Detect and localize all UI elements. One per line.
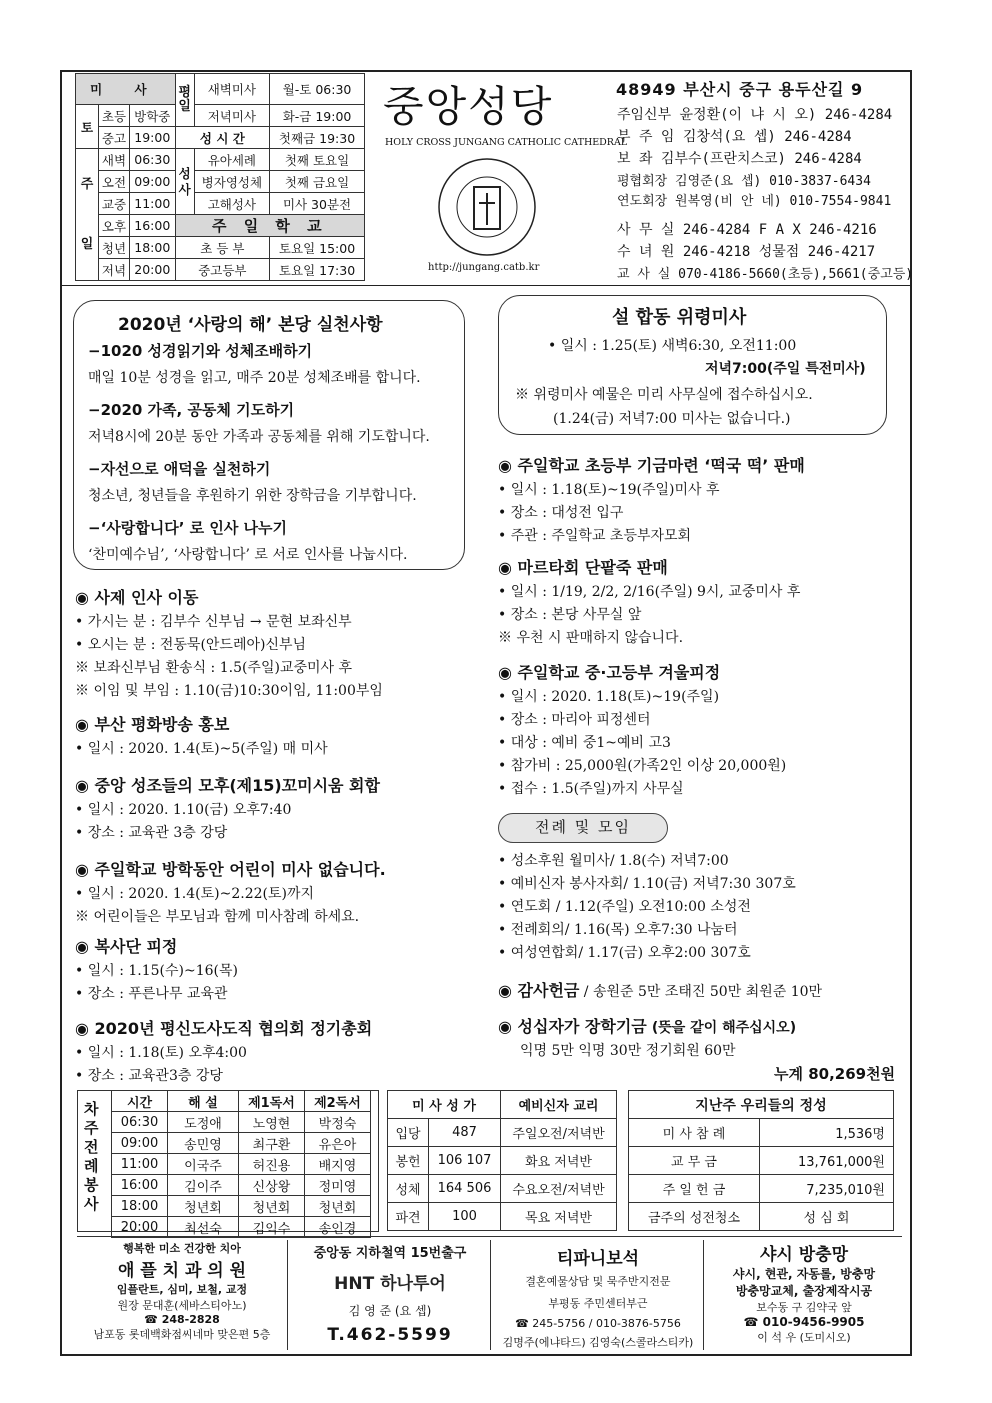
ad-name: 샤시 방충망	[759, 1245, 849, 1265]
service-cell: 김익수	[239, 1217, 305, 1238]
hymn-number: 106 107	[429, 1147, 501, 1175]
service-table	[111, 1090, 371, 1238]
notice-line: • 대상 : 예비 중1~예비 고3	[498, 735, 671, 751]
notice-line: • 일시 : 2020. 1.18(토)~19(주일)	[498, 689, 720, 705]
notice-title: ◉ 주일학교 초등부 기금마련 ‘떡국 떡’ 판매	[498, 456, 805, 475]
sacrament-time: 첫째 금요일	[270, 171, 365, 193]
sun-mass-time: 06:30	[129, 149, 175, 171]
clergy-line: 보 좌 김부수(프란치스코) 246-4284	[617, 151, 862, 167]
ad-window	[706, 1240, 902, 1350]
service-cell: 김이주	[168, 1175, 239, 1196]
love-item-heading: −자선으로 애덕을 실천하기	[88, 460, 271, 478]
lunar-line: 저녁7:00(주일 특전미사)	[705, 361, 866, 377]
weekday-mass-name: 새벽미사	[194, 74, 269, 105]
sun-mass-name: 새벽	[99, 149, 130, 171]
notice-section	[498, 555, 800, 647]
service-cell: 유은아	[305, 1133, 371, 1154]
offering-value: 성 심 회	[760, 1203, 894, 1231]
church-address: 48949 부산시 중구 용두산길 9	[616, 80, 864, 99]
church-subtitle: HOLY CROSS JUNGANG CATHOLIC CATHEDRAL	[385, 137, 628, 148]
lunar-memorial-title: 설 합동 위령미사	[612, 307, 747, 328]
sun-mass-name: 청년	[99, 237, 130, 259]
scholarship-total: 누계 80,269천원	[774, 1065, 896, 1083]
service-cell: 청년회	[239, 1196, 305, 1217]
offering-value: 7,235,010원	[760, 1175, 894, 1203]
scholarship-fund	[498, 1014, 796, 1037]
sat-mass-name: 초등	[99, 105, 130, 127]
notice-line: • 일시 : 1.15(수)~16(목)	[75, 963, 238, 979]
sunday-label: 주일	[76, 149, 99, 281]
notice-title: ◉ 주일학교 방학동안 어린이 미사 없습니다.	[75, 860, 386, 879]
sacrament-name: 유아세례	[194, 149, 269, 171]
school-dept: 초 등 부	[175, 237, 269, 259]
sat-mass-name: 중고	[99, 127, 130, 149]
hymn-header: 미 사 성 가	[388, 1091, 501, 1119]
notice-line: • 장소 : 본당 사무실 앞	[498, 607, 642, 623]
school-time: 토요일 15:00	[270, 237, 365, 259]
notice-line: • 장소 : 마리아 피정센터	[498, 712, 651, 728]
ad-line: 행복한 미소 건강한 치아	[123, 1242, 241, 1255]
ad-line: 부평동 주민센터부근	[548, 1297, 648, 1310]
love-item-text: 매일 10분 성경을 읽고, 매주 20분 성체조배를 합니다.	[88, 370, 421, 386]
sacrament-name: 고해성사	[194, 193, 269, 215]
notice-section	[75, 857, 386, 926]
love-year-items	[88, 340, 430, 564]
scholarship-title: ◉ 성십자가 장학기금	[498, 1017, 647, 1036]
service-cell: 최구환	[239, 1133, 305, 1154]
liturgy-line: • 연도회 / 1.12(주일) 오전10:00 소성전	[498, 899, 751, 915]
notice-title: ◉ 복사단 피정	[75, 937, 178, 956]
notice-title: ◉ 마르타회 단팥죽 판매	[498, 558, 668, 577]
lunar-line: (1.24(금) 저녁7:00 미사는 없습니다.)	[553, 411, 791, 427]
mass-title: 미 사	[76, 74, 176, 105]
weekday-label: 평일	[175, 74, 194, 127]
ad-line: 김명주(에냐타드) 김영숙(스콜라스티카)	[502, 1336, 694, 1349]
ad-line: 샤시, 현관, 자동롤, 방충망	[732, 1267, 876, 1281]
service-label: 차주전례봉사	[84, 1100, 99, 1213]
hymn-catechism-table	[387, 1090, 617, 1231]
ad-travel	[290, 1240, 491, 1350]
love-item-text: ‘찬미예수님’, ‘사랑합니다’ 로 서로 인사를 나눕시다.	[88, 547, 408, 563]
love-item-heading: −2020 가족, 공동체 기도하기	[88, 401, 295, 419]
liturgy-title: 전례 및 모임	[498, 813, 668, 843]
notice-line: • 일시 : 2020. 1.4(토)~5(주일) 매 미사	[75, 741, 328, 757]
notice-line: ※ 보좌신부님 환송식 : 1.5(주일)교중미사 후	[75, 660, 353, 676]
ad-dental	[77, 1240, 288, 1350]
service-header: 제2독서	[305, 1091, 371, 1112]
notice-line: • 일시 : 1.18(토) 오후4:00	[75, 1045, 247, 1061]
ad-name: 애 플 치 과 의 원	[117, 1261, 247, 1281]
love-item-heading: −‘사랑합니다’ 로 인사 나누기	[88, 519, 288, 537]
liturgy-line: • 전례회의/ 1.16(목) 오후7:30 나눔터	[498, 922, 738, 938]
service-cell: 청년회	[168, 1196, 239, 1217]
office-line: 수 녀 원 246-4218 성물점 246-4217	[617, 244, 876, 260]
notice-section	[75, 585, 383, 700]
catechism-class: 화요 저녁반	[501, 1147, 617, 1175]
notice-line: • 접수 : 1.5(주일)까지 사무실	[498, 781, 684, 797]
church-url: http://jungang.catb.kr	[428, 262, 540, 273]
sacrament-name: 병자영성체	[194, 171, 269, 193]
catechism-class: 목요 저녁반	[501, 1203, 617, 1231]
sun-mass-name: 저녁	[99, 259, 130, 281]
notice-title: ◉ 부산 평화방송 홍보	[75, 715, 230, 734]
office-line: 사 무 실 246-4284 F A X 246-4216	[617, 222, 877, 238]
notice-line: • 오시는 분 : 전동묵(안드레아)신부님	[75, 637, 307, 653]
school-dept: 중고등부	[175, 259, 269, 281]
offering-value: 1,536명	[760, 1119, 894, 1147]
service-cell: 이국주	[168, 1154, 239, 1175]
service-cell: 허진용	[239, 1154, 305, 1175]
notice-line: • 일시 : 1/19, 2/2, 2/16(주일) 9시, 교중미사 후	[498, 584, 801, 600]
church-title: 중앙성당	[383, 82, 554, 131]
ad-name: 티파니보석	[556, 1249, 640, 1269]
ad-line: ☎ 245-5756 / 010-3876-5756	[515, 1317, 681, 1330]
sun-mass-time: 18:00	[129, 237, 175, 259]
thanks-title: ◉ 감사헌금	[498, 981, 580, 1000]
hymn-part: 입당	[388, 1119, 429, 1147]
ad-phone: T.462-5599	[327, 1325, 453, 1345]
notice-section	[498, 453, 805, 545]
hymn-number: 164 506	[429, 1175, 501, 1203]
ad-line: ☎ 248-2828	[144, 1313, 220, 1326]
school-time: 토요일 17:30	[270, 259, 365, 281]
service-cell: 18:00	[112, 1196, 168, 1217]
offering-table	[628, 1090, 894, 1231]
sun-mass-time: 20:00	[129, 259, 175, 281]
clergy-line: 부 주 임 김창석(요 셉) 246-4284	[617, 129, 852, 145]
hymn-part: 성체	[388, 1175, 429, 1203]
weekday-mass-time: 월-토 06:30	[270, 74, 365, 105]
offering-value: 13,761,000원	[760, 1147, 894, 1175]
notice-line: • 참가비 : 25,000원(가족2인 이상 20,000원)	[498, 758, 787, 774]
service-cell: 송민영	[168, 1133, 239, 1154]
lunar-line: • 일시 : 1.25(토) 새벽6:30, 오전11:00	[548, 338, 797, 354]
love-year-title: 2020년 ‘사랑의 해’ 본당 실천사항	[118, 315, 383, 335]
sunday-school-title: 주 일 학 교	[175, 215, 364, 237]
ad-line: 이 석 우 (도미시오)	[757, 1331, 851, 1344]
sun-mass-time: 16:00	[129, 215, 175, 237]
weekday-mass-name: 저녁미사	[194, 105, 269, 127]
notice-line: • 장소 : 교육관 3층 강당	[75, 825, 228, 841]
ad-line: 방충망교체, 출장제작시공	[735, 1284, 873, 1298]
love-item-text: 저녁8시에 20분 동안 가족과 공동체를 위해 기도합니다.	[88, 429, 430, 445]
service-cell: 배지영	[305, 1154, 371, 1175]
service-cell: 09:00	[112, 1133, 168, 1154]
liturgy-line: • 여성연합회/ 1.17(금) 오후2:00 307호	[498, 945, 751, 961]
notice-line: • 일시 : 2020. 1.4(토)~2.22(토)까지	[75, 886, 315, 902]
service-cell: 06:30	[112, 1112, 168, 1133]
notice-title: ◉ 2020년 평신도사도직 협의회 정기총회	[75, 1019, 373, 1038]
service-cell: 16:00	[112, 1175, 168, 1196]
ad-line: 중앙동 지하철역 15번출구	[313, 1246, 467, 1261]
notice-line: • 일시 : 2020. 1.10(금) 오후7:40	[75, 802, 292, 818]
catechism-class: 수요오전/저녁반	[501, 1175, 617, 1203]
notice-line: • 일시 : 1.18(토)~19(주일)미사 후	[498, 482, 720, 498]
mass-schedule-table	[75, 73, 365, 281]
notice-line: ※ 이임 및 부임 : 1.10(금)10:30이임, 11:00부임	[75, 683, 383, 699]
notice-title: ◉ 사제 인사 이동	[75, 588, 199, 607]
scholarship-note: (뜻을 같이 해주십시오)	[651, 1020, 797, 1036]
sun-mass-name: 오전	[99, 171, 130, 193]
service-cell: 송인경	[305, 1217, 371, 1238]
thanks-offering	[498, 978, 822, 1001]
ad-jewelry	[493, 1240, 704, 1350]
ad-line: 남포동 롯데백화점씨네마 맞은편 5층	[93, 1328, 271, 1341]
sun-mass-time: 11:00	[129, 193, 175, 215]
catechism-header: 예비신자 교리	[501, 1091, 617, 1119]
ad-line: 임플란트, 심미, 보철, 교정	[116, 1283, 248, 1296]
service-cell: 도정애	[168, 1112, 239, 1133]
clergy-line: 연도회장 원복영(비 안 네) 010-7554-9841	[617, 194, 892, 209]
ad-line: 김 영 준 (요 셉)	[348, 1304, 432, 1318]
sun-mass-name: 오후	[99, 215, 130, 237]
notice-section	[75, 773, 380, 842]
notice-line: ※ 우천 시 판매하지 않습니다.	[498, 630, 684, 646]
love-item-text: 청소년, 청년들을 후원하기 위한 장학금을 기부합니다.	[88, 488, 417, 504]
clergy-line: 평협회장 김영준(요 셉) 010-3837-6434	[617, 174, 871, 189]
header-divider	[60, 285, 912, 286]
hymn-number: 100	[429, 1203, 501, 1231]
sat-mass-time: 19:00	[129, 127, 175, 149]
liturgy-line: • 성소후원 월미사/ 1.8(수) 저녁7:00	[498, 853, 729, 869]
service-header: 시간	[112, 1091, 168, 1112]
thanks-text: / 송원준 5만 조태진 50만 최원준 10만	[579, 984, 823, 1000]
liturgy-list	[498, 847, 796, 962]
notice-line: ※ 어린이들은 부모님과 함께 미사참례 하세요.	[75, 909, 360, 925]
saturday-label: 토	[76, 105, 99, 149]
ad-line: 결혼예물상담 및 묵주반지전문	[525, 1275, 671, 1288]
notice-title: ◉ 주일학교 중·고등부 겨울피정	[498, 663, 721, 682]
ad-phone: ☎ 010-9456-9905	[743, 1315, 865, 1329]
hymn-part: 봉헌	[388, 1147, 429, 1175]
office-line: 교 사 실 070-4186-5660(초등),5661(중고등)	[617, 267, 914, 282]
offering-label: 금주의 성전청소	[629, 1203, 760, 1231]
service-header: 해 설	[168, 1091, 239, 1112]
hymn-part: 파견	[388, 1203, 429, 1231]
service-cell: 신상왕	[239, 1175, 305, 1196]
service-cell: 박정숙	[305, 1112, 371, 1133]
notice-section	[75, 1016, 372, 1085]
offering-title: 지난주 우리들의 정성	[629, 1091, 894, 1119]
notice-section	[498, 660, 786, 798]
notice-line: • 장소 : 대성전 입구	[498, 505, 624, 521]
offering-label: 교 무 금	[629, 1147, 760, 1175]
offering-label: 미 사 참 례	[629, 1119, 760, 1147]
notice-title: ◉ 중앙 성조들의 모후(제15)꼬미시움 회합	[75, 776, 380, 795]
service-cell: 정미영	[305, 1175, 371, 1196]
service-cell: 최선숙	[168, 1217, 239, 1238]
hymn-number: 487	[429, 1119, 501, 1147]
sacrament-label: 성사	[175, 149, 194, 215]
notice-section	[75, 934, 238, 1003]
sacrament-time: 첫째 토요일	[270, 149, 365, 171]
scholarship-donors: 익명 5만 익명 30만 정기회원 60만	[520, 1043, 736, 1059]
service-cell: 청년회	[305, 1196, 371, 1217]
service-cell: 11:00	[112, 1154, 168, 1175]
sacrament-time: 미사 30분전	[270, 193, 365, 215]
weekday-mass-time: 화-금 19:00	[270, 105, 365, 127]
lunar-line: ※ 위령미사 예물은 미리 사무실에 접수하십시오.	[515, 387, 813, 403]
ad-line: 보수동 구 김약국 앞	[756, 1301, 852, 1314]
catechism-class: 주일오전/저녁반	[501, 1119, 617, 1147]
ad-line: 원장 문대훈(세바스티아노)	[117, 1299, 247, 1312]
notice-section	[75, 712, 328, 758]
sun-mass-name: 교중	[99, 193, 130, 215]
love-item-heading: −1020 성경읽기와 성체조배하기	[88, 342, 313, 360]
service-cell: 노영현	[239, 1112, 305, 1133]
service-cell: 20:00	[112, 1217, 168, 1238]
sun-mass-time: 09:00	[129, 171, 175, 193]
sat-mass-time: 방학중	[129, 105, 175, 127]
church-seal-logo	[432, 155, 542, 260]
notice-line: • 가시는 분 : 김부수 신부님 → 문현 보좌신부	[75, 614, 352, 630]
service-header: 제1독서	[239, 1091, 305, 1112]
offering-label: 주 일 헌 금	[629, 1175, 760, 1203]
clergy-line: 주임신부 윤정환(이 냐 시 오) 246-4284	[617, 107, 893, 123]
sacrament-time-label: 성 시 간	[175, 127, 269, 149]
notice-line: • 장소 : 교육관3층 강당	[75, 1068, 223, 1084]
notice-line: • 주관 : 주일학교 초등부자모회	[498, 528, 692, 544]
liturgy-line: • 예비신자 봉사자회/ 1.10(금) 저녁7:30 307호	[498, 876, 796, 892]
notice-line: • 장소 : 푸른나무 교육관	[75, 986, 228, 1002]
sacrament-time-value: 첫째금 19:30	[270, 127, 365, 149]
ad-name: HNT 하나투어	[334, 1274, 446, 1294]
